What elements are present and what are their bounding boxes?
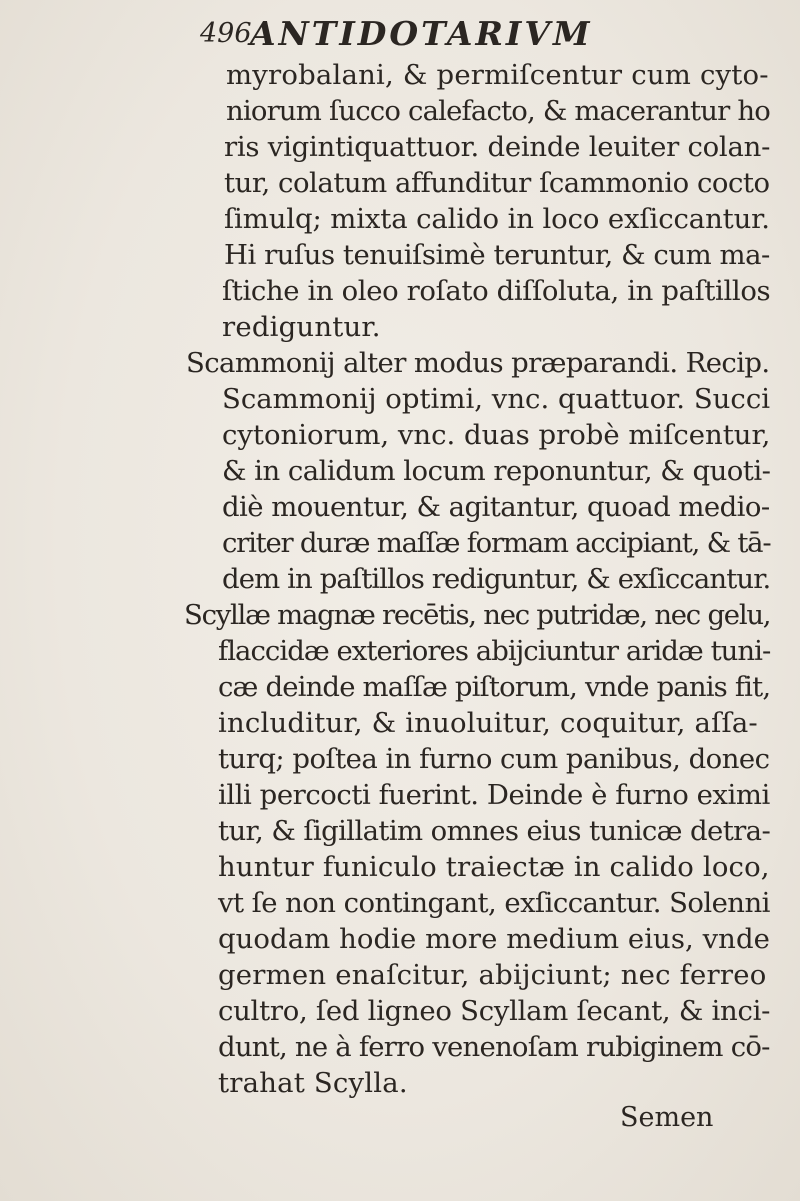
text-line: quodam hodie more medium eius, vnde [218, 923, 770, 955]
text-line: ſimulq; mixta calido in loco exſiccantur. [224, 203, 770, 235]
page-number: 496 [200, 18, 252, 49]
text-line: rediguntur. [222, 311, 381, 343]
text-line: myrobalani, & permiſcentur cum cyto- [226, 59, 769, 91]
text-line: Scammonij optimi, vnc. quattuor. Succi [222, 383, 771, 415]
text-line: germen enaſcitur, abijciunt; nec ferreo [218, 959, 767, 991]
text-line: tur, colatum affunditur ſcammonio cocto [224, 167, 770, 199]
text-line: Scammonij alter modus præparandi. Recip. [186, 347, 770, 379]
text-line: niorum ſucco calefacto, & macerantur ho [226, 95, 770, 127]
text-line: Scyllæ magnæ recētis, nec putridæ, nec gelu, [184, 599, 771, 631]
text-line: trahat Scylla. [218, 1067, 408, 1099]
text-line: cytoniorum, vnc. duas probè miſcentur, [222, 419, 771, 451]
text-line: vt ſe non contingant, exſiccantur. Solenni [218, 887, 770, 919]
text-line: cæ deinde maſſæ piſtorum, vnde panis fit, [218, 671, 771, 703]
text-line: dem in paſtillos rediguntur, & exſiccantur. [222, 563, 771, 595]
text-line: ris vigintiquattuor. deinde leuiter colan- [224, 131, 771, 163]
text-line: huntur funiculo traiectæ in calido loco, [218, 851, 770, 883]
text-line: criter duræ maſſæ formam accipiant, & tā- [222, 527, 771, 559]
running-head: ANTIDOTARIVM [250, 14, 593, 53]
text-line: dunt, ne à ferro venenoſam rubiginem cō- [218, 1031, 770, 1063]
text-line: ſtiche in oleo roſato diſſoluta, in paſtillos [222, 275, 771, 307]
catchword: Semen [620, 1102, 714, 1133]
text-line: flaccidæ exteriores abijciuntur aridæ tuni- [218, 635, 771, 667]
text-line: & in calidum locum reponuntur, & quoti- [222, 455, 771, 487]
text-line: tur, & ſigillatim omnes eius tunicæ detra- [218, 815, 771, 847]
page-header [200, 14, 720, 54]
text-line: turq; poſtea in furno cum panibus, donec [218, 743, 770, 775]
text-line: cultro, ſed ligneo Scyllam ſecant, & inci- [218, 995, 771, 1027]
text-line: diè mouentur, & agitantur, quoad medio- [222, 491, 770, 523]
text-line: includitur, & inuoluitur, coquitur, aſſa- [218, 707, 758, 739]
text-line: illi percocti fuerint. Deinde è furno eximi [218, 779, 770, 811]
text-line: Hi ruſus tenuiſsimè teruntur, & cum ma- [224, 239, 770, 271]
